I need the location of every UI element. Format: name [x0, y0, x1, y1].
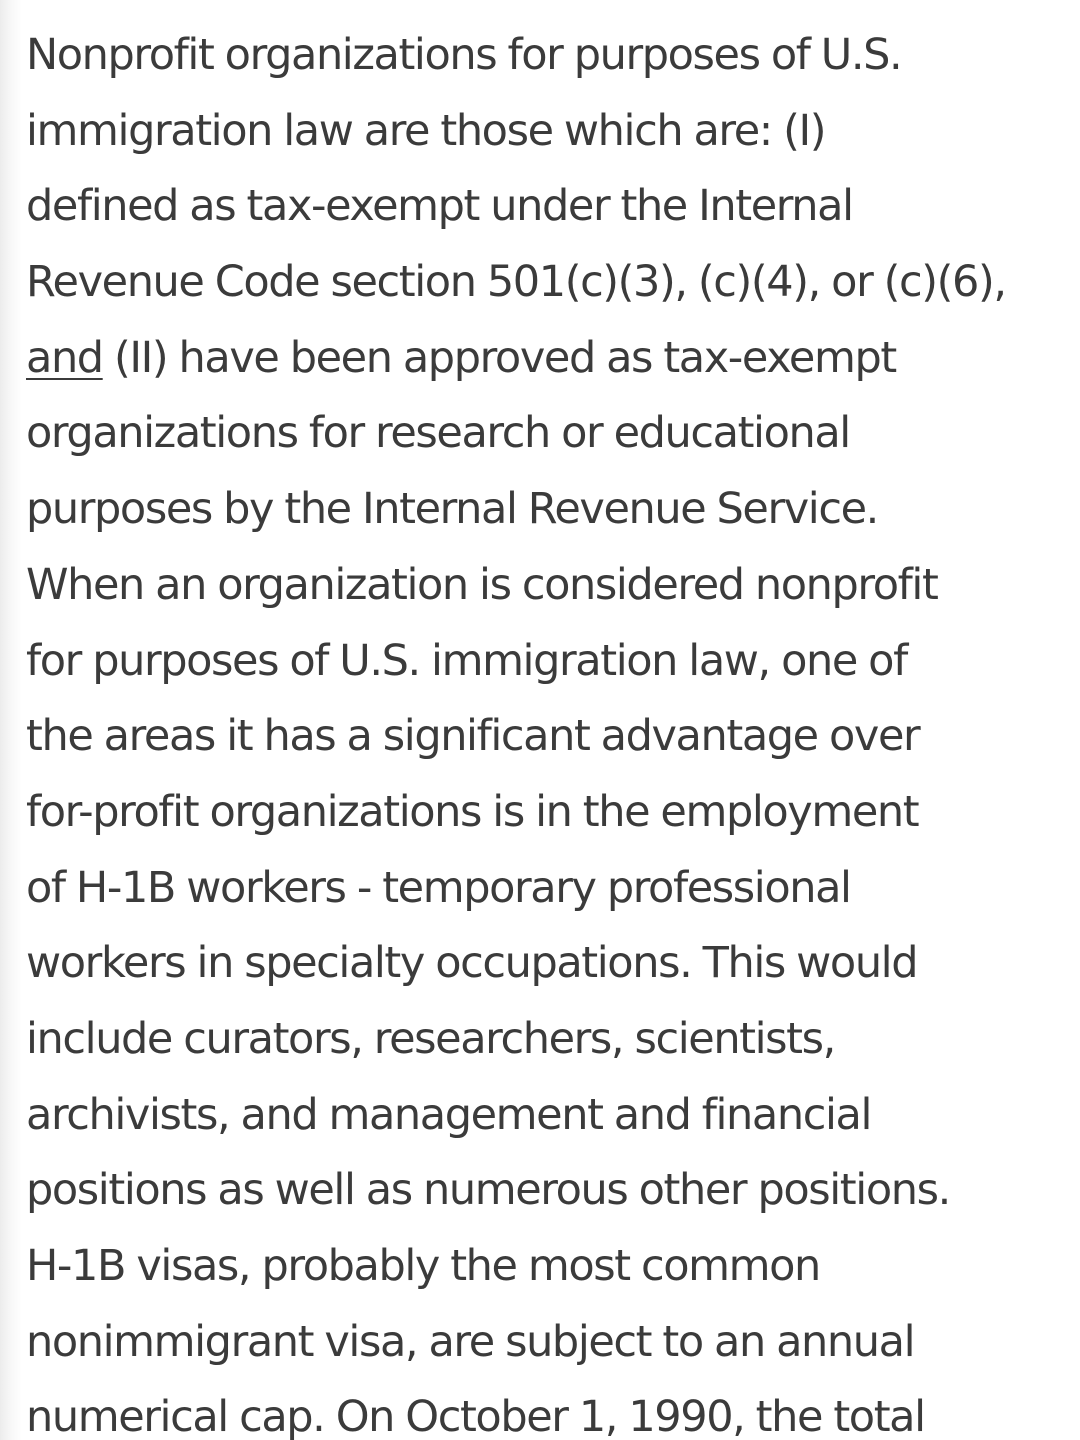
- and-link[interactable]: and: [26, 332, 103, 383]
- text-line: H-1B visas, probably the most common: [26, 1241, 820, 1291]
- text-line: for-profit organizations is in the employment: [26, 786, 919, 837]
- text-line: immigration law are those which are: (I): [26, 105, 826, 156]
- text-line: of H-1B workers - temporary professional: [26, 862, 851, 913]
- article-body: [26, 18, 1066, 1440]
- text-line: purposes by the Internal Revenue Service.: [26, 484, 878, 535]
- text-line: numerical cap. On October 1, 1990, the total: [26, 1392, 925, 1440]
- text-line: organizations for research or educational: [26, 408, 850, 459]
- text-line: for purposes of U.S. immigration law, one of: [26, 635, 907, 686]
- text-line: Revenue Code section 501(c)(3), (c)(4), or (c)(6),: [26, 257, 1006, 308]
- text-line: Nonprofit organizations for purposes of U.S.: [26, 30, 902, 80]
- text-line: include curators, researchers, scientists,: [26, 1013, 835, 1064]
- text-line: the areas it has a significant advantage over: [26, 711, 920, 762]
- text-line: When an organization is considered nonprofit: [26, 559, 938, 610]
- text-line: archivists, and management and financial: [26, 1089, 871, 1140]
- text-line: workers in specialty occupations. This would: [26, 938, 918, 989]
- text-line: defined as tax-exempt under the Internal: [26, 181, 853, 232]
- text-line: [26, 321, 1066, 397]
- text-line: nonimmigrant visa, are subject to an annual: [26, 1316, 915, 1367]
- text-line: positions as well as numerous other positions.: [26, 1165, 950, 1216]
- text-fragment: (II) have been approved as tax-exempt: [102, 332, 896, 383]
